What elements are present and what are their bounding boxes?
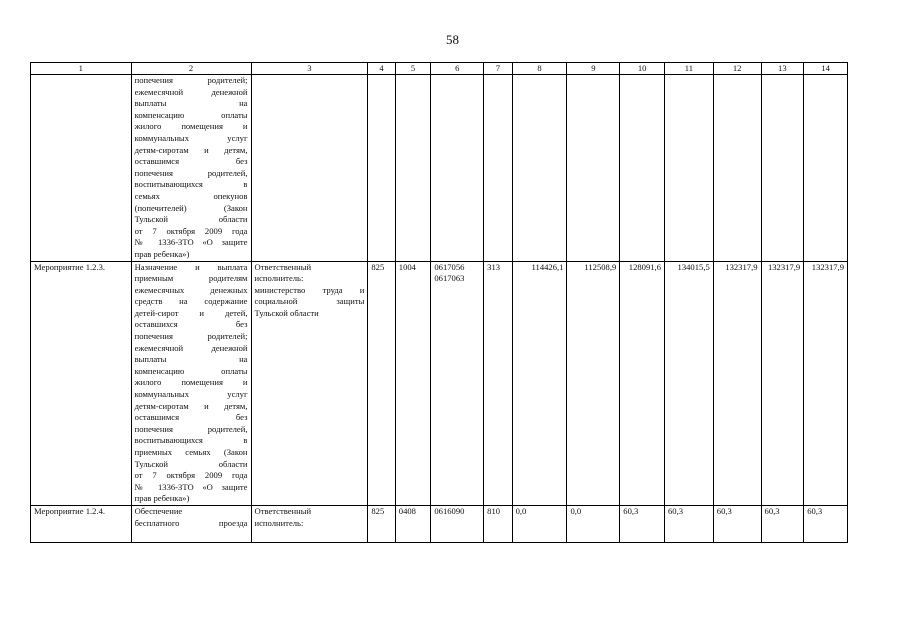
value-cell: 132317,9 <box>804 261 848 505</box>
value-cell: 60,3 <box>804 505 848 542</box>
executor-line: министерство труда и <box>254 284 365 295</box>
description-line: воспитывающихся в <box>134 179 248 190</box>
measure-cell: Мероприятие 1.2.3. <box>31 261 132 505</box>
column-header: 14 <box>804 63 848 75</box>
value-cell: 0408 <box>395 505 431 542</box>
value-cell: 0,0 <box>512 505 567 542</box>
value-cell <box>431 261 484 505</box>
value-cell <box>368 75 395 262</box>
executor-cell <box>251 261 368 505</box>
value-cell: 825 <box>368 261 395 505</box>
value-cell <box>431 75 484 262</box>
value-cell <box>431 505 484 542</box>
column-header: 12 <box>713 63 761 75</box>
description-line: от 7 октября 2009 года <box>134 470 248 481</box>
value-cell <box>761 75 804 262</box>
column-header: 2 <box>131 63 251 75</box>
description-line: попечения родителей; <box>134 331 248 342</box>
value-cell: 132317,9 <box>761 261 804 505</box>
description-line: детям-сиротам и детям, <box>134 400 248 411</box>
executor-line: Тульской области <box>254 307 319 318</box>
description-line: компенсацию оплаты <box>134 109 248 120</box>
column-header: 11 <box>665 63 714 75</box>
description-cell <box>131 505 251 542</box>
description-line: бесплатного проезда <box>134 517 248 528</box>
table-row <box>31 261 848 505</box>
description-line: попечения родителей, <box>134 423 248 434</box>
description-line: Тульской области <box>134 214 248 225</box>
description-line: выплаты на <box>134 354 248 365</box>
value-cell: 825 <box>368 505 395 542</box>
value-cell: 128091,6 <box>620 261 665 505</box>
column-header: 7 <box>484 63 512 75</box>
value-cell: 112508,9 <box>567 261 620 505</box>
description-line: Назначение и выплата <box>134 261 248 272</box>
header-row <box>31 63 848 75</box>
value-cell: 1004 <box>395 261 431 505</box>
column-header: 5 <box>395 63 431 75</box>
description-line: прав ребенка») <box>134 248 190 259</box>
description-line: воспитывающихся в <box>134 435 248 446</box>
description-line: попечения родителей; <box>134 75 248 85</box>
description-line: жилого помещения и <box>134 121 248 132</box>
value-cell: 114426,1 <box>512 261 567 505</box>
executor-line: социальной защиты <box>254 296 365 307</box>
code-line: 0617063 <box>434 273 465 284</box>
executor-cell <box>251 505 368 542</box>
value-cell <box>512 75 567 262</box>
executor-cell <box>251 75 368 262</box>
executor-line: исполнитель: <box>254 517 304 528</box>
column-header: 9 <box>567 63 620 75</box>
value-cell <box>484 75 512 262</box>
executor-line: исполнитель: <box>254 273 304 284</box>
description-line: семьях опекунов <box>134 190 248 201</box>
value-cell: 313 <box>484 261 512 505</box>
description-line: детям-сиротам и детям, <box>134 144 248 155</box>
description-line: (попечителей) (Закон <box>134 202 248 213</box>
description-line: компенсацию оплаты <box>134 365 248 376</box>
description-line: попечения родителей, <box>134 167 248 178</box>
description-line: приемным родителям <box>134 273 248 284</box>
description-line: оставшихся без <box>134 319 248 330</box>
column-header: 10 <box>620 63 665 75</box>
description-line: оставшимся без <box>134 156 248 167</box>
value-cell <box>395 75 431 262</box>
value-cell: 810 <box>484 505 512 542</box>
description-line: выплаты на <box>134 98 248 109</box>
value-cell <box>620 75 665 262</box>
table-row <box>31 505 848 542</box>
value-cell: 60,3 <box>665 505 714 542</box>
description-line: жилого помещения и <box>134 377 248 388</box>
description-line: Обеспечение <box>134 505 183 516</box>
description-line: ежемесячной денежной <box>134 342 248 353</box>
executor-line: Ответственный <box>254 261 312 272</box>
description-line: № 1336-ЗТО «О защите <box>134 481 248 492</box>
executor-line: Ответственный <box>254 505 312 516</box>
description-line: ежемесячной денежной <box>134 86 248 97</box>
description-line: от 7 октября 2009 года <box>134 225 248 236</box>
description-line: ежемесячных денежных <box>134 284 248 295</box>
description-line: коммунальных услуг <box>134 389 248 400</box>
page-number: 58 <box>446 32 459 47</box>
column-header: 4 <box>368 63 395 75</box>
description-line: оставшимся без <box>134 412 248 423</box>
description-line: средств на содержание <box>134 296 248 307</box>
description-line: № 1336-ЗТО «О защите <box>134 237 248 248</box>
value-cell: 134015,5 <box>665 261 714 505</box>
description-cell <box>131 261 251 505</box>
column-header: 13 <box>761 63 804 75</box>
value-cell <box>804 75 848 262</box>
table-row-continuation <box>31 75 848 262</box>
description-cell <box>131 75 251 262</box>
value-cell: 60,3 <box>761 505 804 542</box>
value-cell <box>713 75 761 262</box>
value-cell <box>665 75 714 262</box>
value-cell: 60,3 <box>713 505 761 542</box>
code-line: 0617056 <box>434 261 465 272</box>
column-header: 3 <box>251 63 368 75</box>
description-line: прав ребенка») <box>134 493 190 504</box>
value-cell: 0,0 <box>567 505 620 542</box>
description-line: приемных семьях (Закон <box>134 447 248 457</box>
description-line: Тульской области <box>134 458 248 469</box>
code-line: 0616090 <box>434 505 465 516</box>
budget-table <box>30 62 848 543</box>
measure-cell: Мероприятие 1.2.4. <box>31 505 132 542</box>
measure-cell <box>31 75 132 262</box>
column-header: 1 <box>31 63 132 75</box>
description-line: коммунальных услуг <box>134 132 248 143</box>
column-header: 6 <box>431 63 484 75</box>
description-line: детей-сирот и детей, <box>134 307 248 318</box>
value-cell <box>567 75 620 262</box>
value-cell: 132317,9 <box>713 261 761 505</box>
column-header: 8 <box>512 63 567 75</box>
value-cell: 60,3 <box>620 505 665 542</box>
